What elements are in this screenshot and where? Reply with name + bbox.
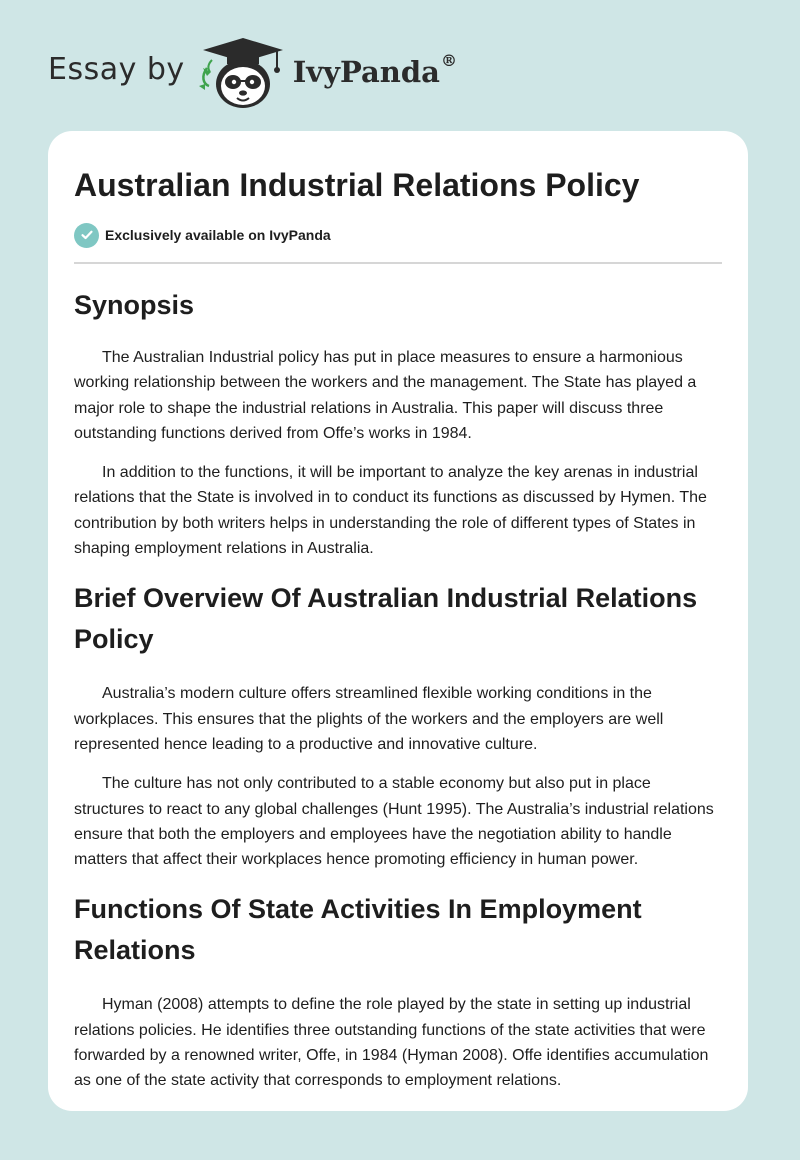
section-functions-of-state	[74, 889, 722, 1093]
section-brief-overview	[74, 578, 722, 872]
essay-card	[48, 131, 748, 1111]
brand-name: IvyPanda®	[292, 51, 457, 89]
divider	[74, 262, 722, 264]
page-title: Australian Industrial Relations Policy	[74, 167, 640, 203]
panda-graduate-logo-icon	[197, 32, 289, 112]
brand-prefix: Essay by	[48, 51, 185, 87]
section-synopsis	[74, 285, 722, 561]
paragraph: Hyman (2008) attempts to define the role played by the state in setting up industrial relations policies. He identifies three outstanding functions of the state activities that were forwarded by a renowned writer, Offe, in 1984 (Hyman 2008). Offe identifies accumulation as one of the state activity that corresponds to employment relations.	[74, 996, 709, 1090]
paragraph: The Australian Industrial policy has put in place measures to ensure a harmonious working relationship between the workers and the management. The State has played a major role to shape the industrial relations in Australia. This paper will discuss three outstanding functions derived from Offe’s works in 1984.	[74, 349, 697, 442]
ivypanda-logo-link[interactable]	[197, 32, 457, 112]
paragraph: The culture has not only contributed to a stable economy but also put in place structures to react to any global challenges (Hunt 1995). The Australia’s industrial relations ensure that both the employers and employees have the negotiation ability to handle matters that affect their workplaces hence promoting efficiency in human power.	[74, 775, 714, 869]
registered-mark: ®	[440, 51, 457, 70]
exclusive-badge	[74, 222, 722, 248]
section-heading: Synopsis	[74, 290, 195, 320]
section-heading: Brief Overview Of Australian Industrial Relations Policy	[74, 583, 698, 655]
paragraph: In addition to the functions, it will be important to analyze the key arenas in industrial relations that the State is involved in to conduct its functions as discussed by Hymen. The contribution by both writers helps in understanding the role of different types of States in shaping employment relations in Australia.	[74, 464, 707, 558]
section-heading: Functions Of State Activities In Employment Relations	[74, 894, 642, 966]
paragraph: Australia’s modern culture offers streamlined flexible working conditions in the workplaces. This ensures that the plights of the workers and the employers are well represented hence leading to a productive and innovative culture.	[74, 685, 664, 753]
site-header	[48, 32, 457, 112]
exclusive-badge-label: Exclusively available on IvyPanda	[105, 227, 331, 243]
check-circle-icon	[74, 223, 99, 248]
